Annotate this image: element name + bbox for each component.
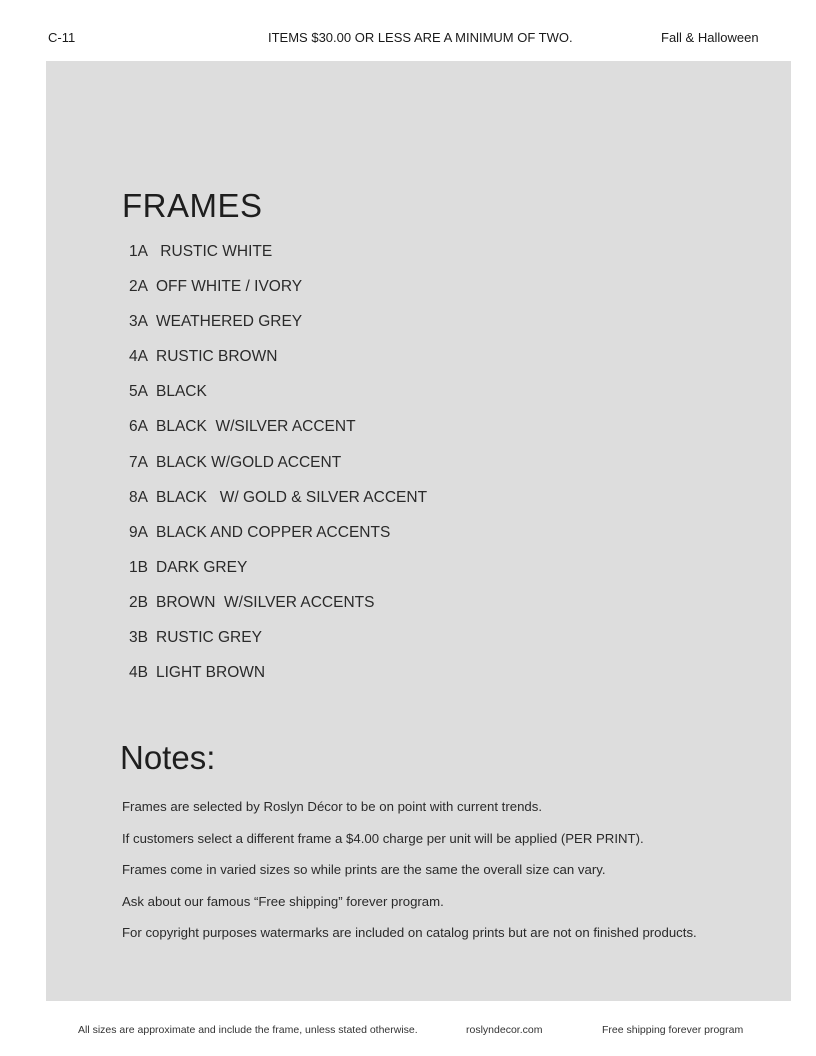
note-item: For copyright purposes watermarks are included on catalog prints but are not on finished products. <box>122 925 697 940</box>
frame-name: LIGHT BROWN <box>156 664 266 682</box>
frame-name: OFF WHITE / IVORY <box>156 278 303 296</box>
frame-name: RUSTIC WHITE <box>156 243 273 260</box>
size-disclaimer: All sizes are approximate and include the frame, unless stated otherwise. <box>78 1024 418 1036</box>
frames-heading: FRAMES <box>122 187 263 224</box>
note-item: Frames are selected by Roslyn Décor to be on point with current trends. <box>122 799 542 814</box>
content-panel <box>46 61 791 1001</box>
notes-heading: Notes: <box>120 739 216 776</box>
note-item: If customers select a different frame a $4.00 charge per unit will be applied (PER PRINT). <box>122 830 644 846</box>
frame-code: 1B <box>129 558 148 576</box>
frame-name: BROWN W/SILVER ACCENTS <box>156 593 375 611</box>
note-item: Ask about our famous “Free shipping” forever program. <box>122 893 444 909</box>
frame-name: BLACK W/SILVER ACCENT <box>156 418 356 436</box>
frame-name: WEATHERED GREY <box>156 313 303 331</box>
frame-code: 2A <box>129 278 148 296</box>
frame-code: 6A <box>129 418 148 436</box>
frame-code: 5A <box>129 383 148 401</box>
frame-code: 7A <box>129 453 148 471</box>
frame-name: DARK GREY <box>156 558 248 576</box>
shipping-promo: Free shipping forever program <box>602 1024 744 1036</box>
frame-name: BLACK <box>156 383 207 401</box>
frame-code: 3A <box>129 313 148 331</box>
website-text: roslyndecor.com <box>466 1024 543 1036</box>
notes-list <box>122 799 697 957</box>
frame-name: BLACK AND COPPER ACCENTS <box>156 523 391 541</box>
catalog-section: Fall & Halloween <box>661 30 759 45</box>
frame-code: 8A <box>129 488 148 506</box>
frame-name: RUSTIC BROWN <box>156 348 278 366</box>
frame-code: 3B <box>129 629 148 647</box>
frame-code: 2B <box>129 593 148 611</box>
frame-name: BLACK W/GOLD ACCENT <box>156 453 342 471</box>
minimum-order-notice: ITEMS $30.00 OR LESS ARE A MINIMUM OF TWO. <box>268 30 573 45</box>
frame-name: BLACK W/ GOLD & SILVER ACCENT <box>156 488 428 506</box>
page-code: C-11 <box>48 30 76 45</box>
page-header <box>0 30 816 48</box>
frame-code: 9A <box>129 523 148 541</box>
frame-code: 4A <box>129 348 148 366</box>
note-item: Frames come in varied sizes so while prints are the same the overall size can vary. <box>122 862 606 877</box>
frame-code: 1A <box>129 243 148 260</box>
frame-name: RUSTIC GREY <box>156 629 262 647</box>
frame-code: 4B <box>129 664 148 682</box>
